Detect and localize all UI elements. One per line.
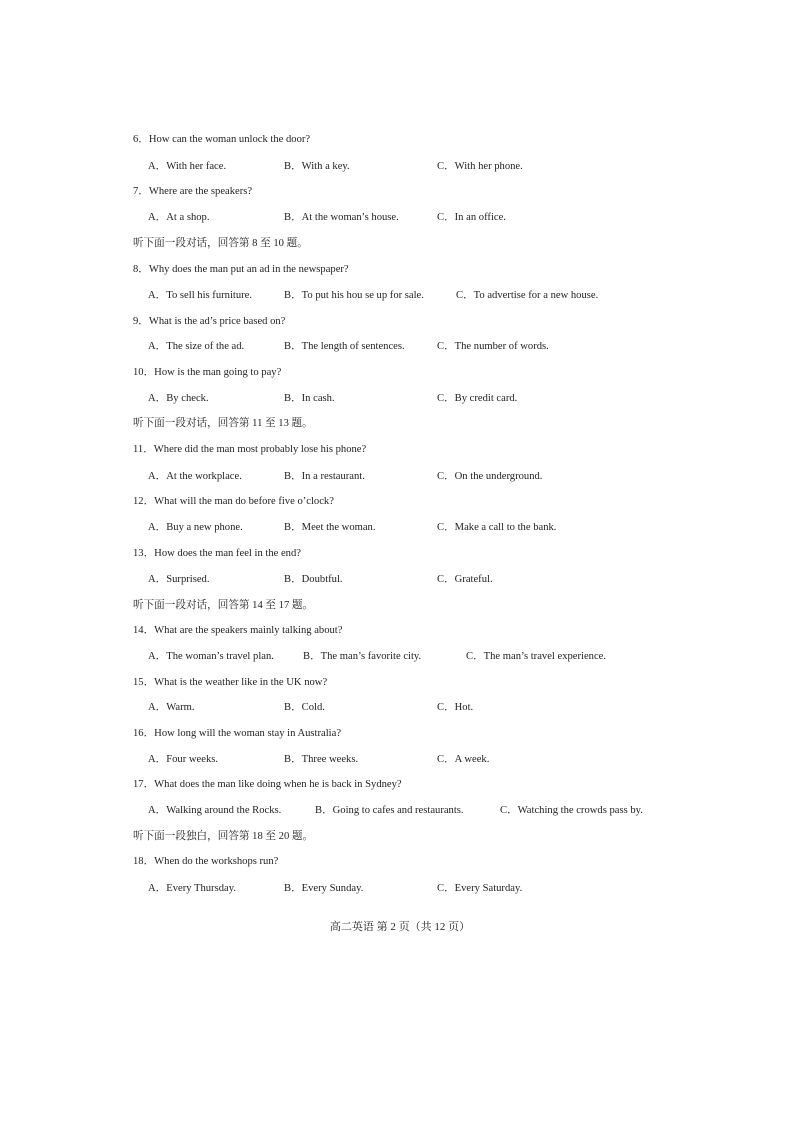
- answer-option: C．The man’s travel experience.: [466, 651, 607, 662]
- answer-option: C．Grateful.: [437, 574, 493, 585]
- answer-option: B．Cold.: [284, 702, 325, 713]
- answer-option: B．At the woman’s house.: [284, 212, 399, 223]
- answer-option: C．With her phone.: [437, 161, 523, 172]
- answer-option: B．In cash.: [284, 393, 335, 404]
- answer-option: A．The woman’s travel plan.: [148, 651, 274, 662]
- answer-option: A．By check.: [148, 393, 209, 404]
- answer-option: B．With a key.: [284, 161, 350, 172]
- answer-option: C．Every Saturday.: [437, 883, 523, 894]
- answer-option: A．At the workplace.: [148, 471, 242, 482]
- question-text: 18．When do the workshops run?: [133, 856, 279, 867]
- page-footer: 高二英语 第 2 页（共 12 页）: [329, 921, 471, 933]
- answer-option: A．At a shop.: [148, 212, 210, 223]
- answer-option: C．By credit card.: [437, 393, 518, 404]
- answer-option: A．With her face.: [148, 161, 227, 172]
- question-text: 8．Why does the man put an ad in the newspaper?: [133, 264, 349, 275]
- question-text: 16．How long will the woman stay in Australia?: [133, 728, 342, 739]
- question-text: 7．Where are the speakers?: [133, 186, 253, 197]
- question-text: 11．Where did the man most probably lose his phone?: [133, 444, 367, 455]
- answer-option: B．Doubtful.: [284, 574, 343, 585]
- question-text: 12．What will the man do before five o’clock?: [133, 496, 334, 507]
- answer-option: C．To advertise for a new house.: [456, 290, 599, 301]
- answer-option: B．Every Sunday.: [284, 883, 364, 894]
- answer-option: B．Three weeks.: [284, 754, 359, 765]
- answer-option: C．Hot.: [437, 702, 474, 713]
- answer-option: A．To sell his furniture.: [148, 290, 253, 301]
- answer-option: A．Buy a new phone.: [148, 522, 243, 533]
- answer-option: B．The man’s favorite city.: [303, 651, 422, 662]
- answer-option: A．Warm.: [148, 702, 195, 713]
- answer-option: C．Make a call to the bank.: [437, 522, 557, 533]
- answer-option: A．Four weeks.: [148, 754, 219, 765]
- question-text: 10．How is the man going to pay?: [133, 367, 282, 378]
- answer-option: A．Surprised.: [148, 574, 210, 585]
- section-instruction: 听下面一段独白，回答第 18 至 20 题。: [133, 831, 314, 842]
- answer-option: C．The number of words.: [437, 341, 549, 352]
- answer-option: A．Every Thursday.: [148, 883, 236, 894]
- section-instruction: 听下面一段对话，回答第 11 至 13 题。: [133, 418, 313, 429]
- answer-option: B．To put his hou se up for sale.: [284, 290, 424, 301]
- answer-option: A．The size of the ad.: [148, 341, 245, 352]
- answer-option: B．The length of sentences.: [284, 341, 405, 352]
- section-instruction: 听下面一段对话，回答第 8 至 10 题。: [133, 238, 308, 249]
- answer-option: C．In an office.: [437, 212, 506, 223]
- section-instruction: 听下面一段对话，回答第 14 至 17 题。: [133, 600, 314, 611]
- question-text: 9．What is the ad’s price based on?: [133, 316, 286, 327]
- answer-option: B．In a restaurant.: [284, 471, 365, 482]
- question-text: 13．How does the man feel in the end?: [133, 548, 301, 559]
- question-text: 14．What are the speakers mainly talking about?: [133, 625, 343, 636]
- answer-option: B．Meet the woman.: [284, 522, 376, 533]
- answer-option: B．Going to cafes and restaurants.: [315, 805, 464, 816]
- answer-option: C．A week.: [437, 754, 490, 765]
- answer-option: A．Walking around the Rocks.: [148, 805, 282, 816]
- answer-option: C．On the underground.: [437, 471, 543, 482]
- answer-option: C．Watching the crowds pass by.: [500, 805, 643, 816]
- question-text: 15．What is the weather like in the UK now?: [133, 677, 328, 688]
- question-text: 17．What does the man like doing when he is back in Sydney?: [133, 779, 402, 790]
- question-text: 6．How can the woman unlock the door?: [133, 134, 311, 145]
